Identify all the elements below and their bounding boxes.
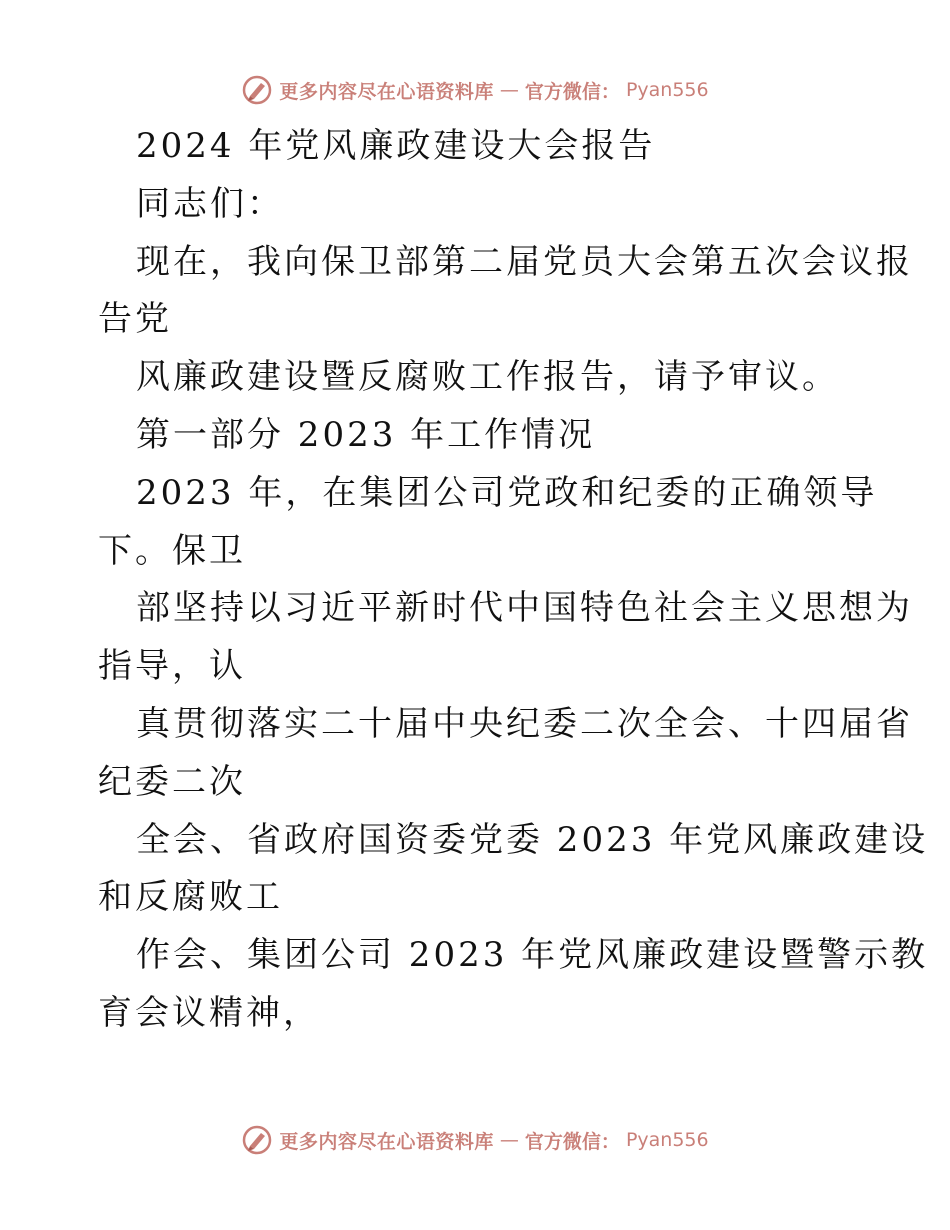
footer-watermark (0, 1120, 950, 1160)
body-line: 纪委二次 (98, 761, 246, 802)
body-line: 和反腐败工 (98, 877, 283, 918)
body-line: 真贯彻落实二十届中央纪委二次全会、十四届省 (136, 703, 913, 744)
body-line: 风廉政建设暨反腐败工作报告，请予审议。 (136, 357, 839, 398)
body-line: 全会、省政府国资委党委 2023 年党风廉政建设 (136, 819, 929, 860)
body-line: 告党 (98, 299, 172, 340)
pen-logo-icon (241, 1124, 273, 1156)
header-watermark (0, 70, 950, 110)
salutation: 同志们： (136, 183, 284, 224)
watermark-site-text: 更多内容尽在心语资料库 (279, 80, 494, 103)
watermark-site-text: 更多内容尽在心语资料库 (279, 1130, 494, 1153)
watermark-wechat-label: 官方微信： (524, 80, 620, 103)
document-title: 2024 年党风廉政建设大会报告 (136, 126, 656, 166)
watermark-wechat-id: Pyan556 (625, 1129, 709, 1151)
body-line: 下。保卫 (98, 530, 246, 571)
watermark-wechat-id: Pyan556 (625, 79, 709, 101)
body-line: 2023 年，在集团公司党政和纪委的正确领导 (136, 472, 878, 513)
pen-logo-icon (241, 74, 273, 106)
watermark-wechat-label: 官方微信： (524, 1130, 620, 1153)
body-line: 指导，认 (98, 646, 246, 687)
body-line: 育会议精神， (98, 992, 320, 1033)
watermark-separator: — (499, 79, 519, 101)
section-heading: 第一部分 2023 年工作情况 (136, 414, 596, 455)
body-line: 作会、集团公司 2023 年党风廉政建设暨警示教 (136, 935, 929, 976)
document-body (98, 118, 929, 1043)
body-line: 现在，我向保卫部第二届党员大会第五次会议报 (136, 241, 913, 282)
body-line: 部坚持以习近平新时代中国特色社会主义思想为 (136, 588, 913, 629)
watermark-separator: — (499, 1129, 519, 1151)
